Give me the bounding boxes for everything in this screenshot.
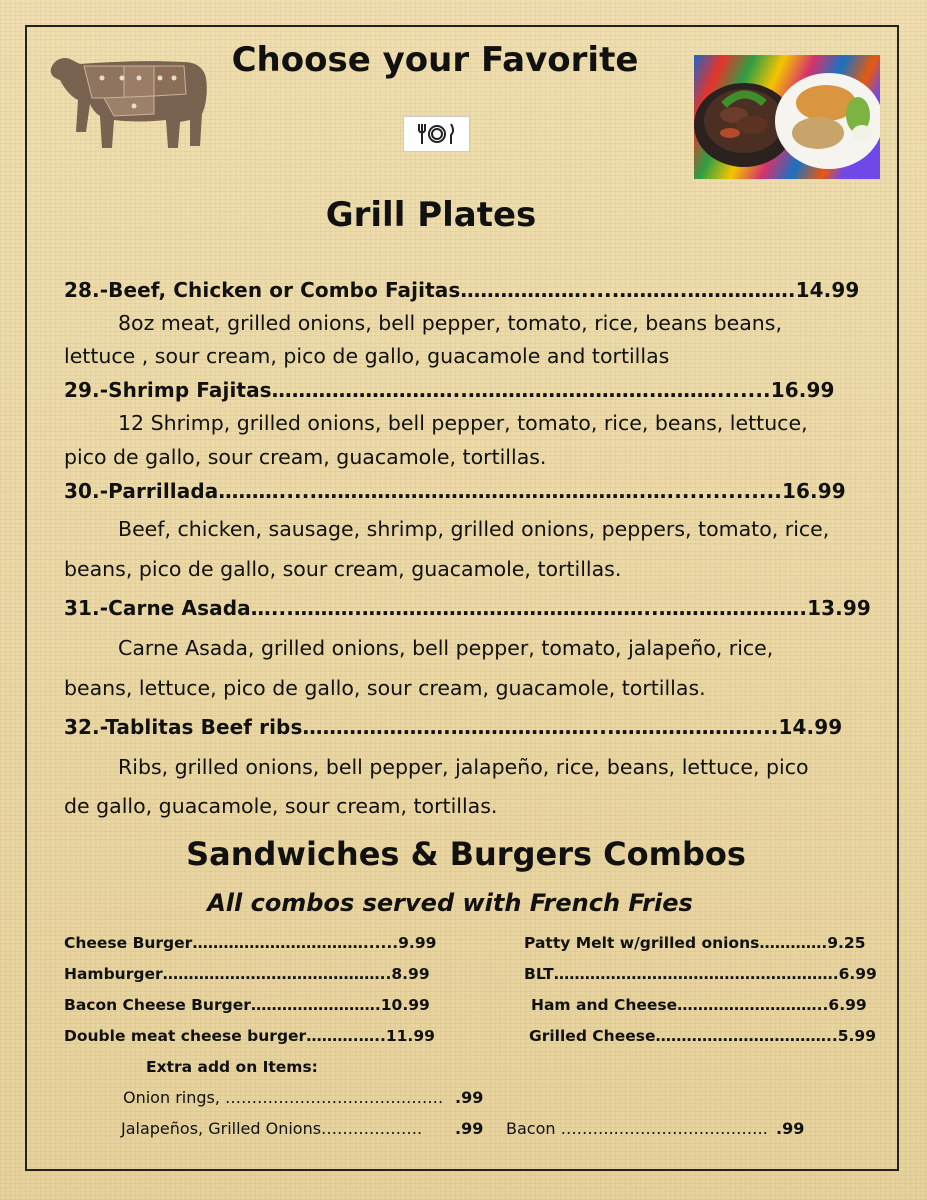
utensils-icon	[403, 116, 470, 152]
menu-item-description: 12 Shrimp, grilled onions, bell pepper, tomato, rice, beans, lettuce,	[118, 411, 808, 435]
sandwich-item: Patty Melt w/grilled onions………….9.25	[524, 934, 866, 952]
fajitas-plate-photo	[694, 55, 880, 179]
menu-item-description: lettuce , sour cream, pico de gallo, guacamole and tortillas	[64, 344, 670, 368]
menu-item-description: Beef, chicken, sausage, shrimp, grilled onions, peppers, tomato, rice,	[118, 517, 830, 541]
sandwich-item: Double meat cheese burger……….…..11.99	[64, 1027, 435, 1045]
page-title: Choose your Favorite	[231, 40, 639, 80]
extra-item-price: .99	[776, 1119, 805, 1138]
sandwiches-heading: Sandwiches & Burgers Combos	[186, 835, 746, 873]
extra-item-label: Bacon ………..……………………….	[506, 1119, 768, 1138]
menu-item-description: beans, lettuce, pico de gallo, sour cream, guacamole, tortillas.	[64, 676, 706, 700]
sandwich-item: Cheese Burger……………………………......9.99	[64, 934, 437, 952]
menu-item-title: 30.-Parrillada……….....………………………………………….…...............16.99	[64, 479, 846, 503]
cow-beef-cuts-illustration	[44, 48, 214, 158]
sandwich-item: Grilled Cheese……………………………..5.99	[529, 1027, 877, 1045]
extras-label: Extra add on Items:	[146, 1058, 318, 1076]
menu-item-description: beans, pico de gallo, sour cream, guacamole, tortillas.	[64, 557, 622, 581]
grill-plates-heading: Grill Plates	[325, 195, 537, 235]
extra-item-label: Onion rings, ……………………………..……	[123, 1088, 444, 1107]
sandwiches-subtitle: All combos served with French Fries	[207, 889, 693, 917]
menu-item-title: 31.-Carne Asada…...……….……………………………………..………………….13.99	[64, 596, 871, 620]
sandwich-item: BLT……………………………………………….6.99	[524, 965, 877, 983]
menu-item-title: 32.-Tablitas Beef ribs………………….…………………...…………………...14.99	[64, 715, 843, 739]
menu-item-description: Ribs, grilled onions, bell pepper, jalapeño, rice, beans, lettuce, pico	[118, 755, 809, 779]
extra-item-price: .99	[455, 1088, 484, 1107]
menu-item-title: 29.-Shrimp Fajitas………………………..……………………….……….......16.99	[64, 378, 835, 402]
menu-item-title: 28.-Beef, Chicken or Combo Fajitas……………….....……….…………….14.99	[64, 278, 860, 302]
extra-item-price: .99	[455, 1119, 484, 1138]
sandwich-item: Hamburger……………………………………..8.99	[64, 965, 430, 983]
menu-item-description: Carne Asada, grilled onions, bell pepper, tomato, jalapeño, rice,	[118, 636, 774, 660]
menu-item-description: 8oz meat, grilled onions, bell pepper, tomato, rice, beans beans,	[118, 311, 782, 335]
sandwich-item: Bacon Cheese Burger…………………….10.99	[64, 996, 430, 1014]
menu-item-description: pico de gallo, sour cream, guacamole, tortillas.	[64, 445, 547, 469]
sandwich-item: Ham and Cheese………………………..6.99	[531, 996, 867, 1014]
menu-item-description: de gallo, guacamole, sour cream, tortillas.	[64, 794, 498, 818]
extra-item-label: Jalapeños, Grilled Onions……………….	[121, 1119, 423, 1138]
